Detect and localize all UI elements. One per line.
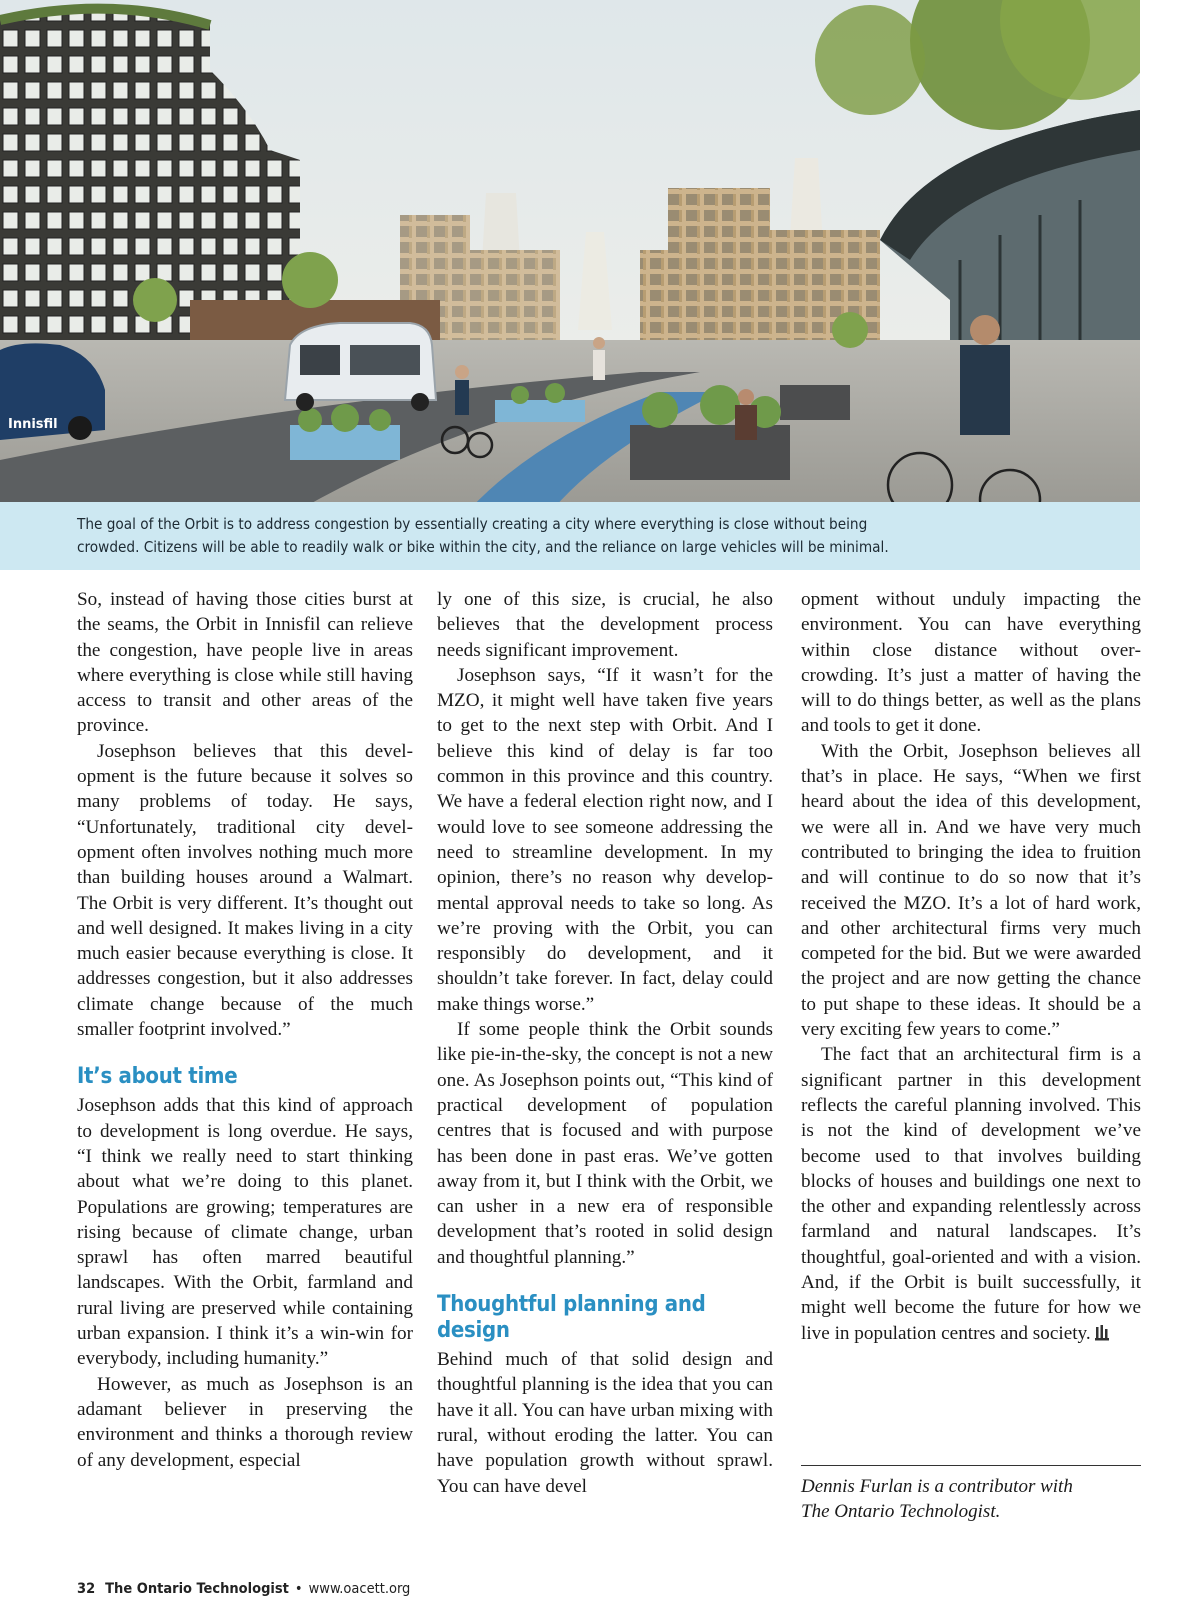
page-number: 32 xyxy=(77,1581,96,1597)
ott-endmark-icon xyxy=(1095,1325,1109,1341)
footer-separator: • xyxy=(294,1581,303,1597)
paragraph: Behind much of that solid design and thoughtful planning is the idea that you can have it all. You can have urban mixing with rural, without eroding the latter. You can have population growth without sprawl. You can have devel xyxy=(437,1349,773,1497)
article-column-1 xyxy=(77,587,413,1473)
innisfil-logo: Innisfil xyxy=(8,417,58,432)
image-caption xyxy=(0,502,1140,570)
paragraph: ly one of this size, is crucial, he also believes that the development process needs significant improvement. xyxy=(437,589,773,661)
paragraph: However, as much as Josephson is an adamant believer in preserving the environment and thinks a thorough review of any development, especial xyxy=(77,1373,413,1471)
paragraph-text: The fact that an architectural firm is a significant partner in this development reflects the careful planning involved. This is not the kind of development we’ve become used to that involves building blocks of houses and buildings one next to the other and expanding relentlessly across farmland and natural landscapes. It’s thoughtful, goal-oriented and with a vision. And, if the Orbit is built successfully, it might well become the future for how we live in population centres and society. xyxy=(801,1044,1141,1344)
author-bio xyxy=(801,1474,1141,1524)
bio-line-1: Dennis Furlan is a contributor with xyxy=(801,1476,1073,1497)
orbit-rendering-image xyxy=(0,0,1140,570)
last-paragraph xyxy=(801,1042,1141,1346)
paragraph: Josephson adds that this kind of approach to development is long overdue. He says, “I think we really need to start thinking about what we’re doing to this planet. Populations are growing; temperatures are rising because of climate change, urban sprawl has often marred beautiful landscapes. With the Orbit, farmland and rural living are preserved while containing urban expansion. I think it’s a win-win for everybody, including humanity.” xyxy=(77,1095,413,1370)
website-link[interactable]: www.oacett.org xyxy=(308,1581,411,1597)
publication-name: The Ontario Technologist xyxy=(105,1581,289,1597)
article-column-2 xyxy=(437,587,773,1499)
section-heading-its-about-time: It’s about time xyxy=(77,1064,238,1090)
caption-line-2: crowded. Citizens will be able to readily walk or bike within the city, and the reliance on large vehicles will be minimal. xyxy=(77,538,889,556)
page-footer xyxy=(77,1581,410,1597)
bio-divider xyxy=(801,1465,1141,1466)
bio-line-2: The Ontario Technologist. xyxy=(801,1501,1001,1522)
paragraph: Josephson believes that this development is the future because it solves so many problems of today. He says, “Unfortunately, traditional city development often involves nothing much more than building houses around a Walmart. The Orbit is very different. It’s thought out and well designed. It makes living in a city much easier because everything is close. It addresses congestion, but it also addresses climate change because of the much smaller footprint involved.” xyxy=(77,740,413,1041)
paragraph: Josephson says, “If it wasn’t for the MZO, it might well have taken five years to get to the next step with Orbit. And I believe this kind of delay is far too common in this province and this country. We have a federal election right now, and I would love to see someone addressing the need to streamline development. In my opinion, there’s no reason why developmental approval needs to take so long. As we’re proving with the Orbit, you can responsibly do development, and it shouldn’t take forever. In fact, delay could make things worse.” xyxy=(437,664,773,1015)
hero-illustration xyxy=(0,0,1140,570)
caption-line-1: The goal of the Orbit is to address congestion by essentially creating a city where everything is close without being xyxy=(77,515,868,533)
paragraph: So, instead of having those cities burst at the seams, the Orbit in Innisfil can relieve the congestion, have people live in areas where everything is close while still having access to transit and other areas of the province. xyxy=(77,589,413,737)
article-column-3 xyxy=(801,587,1141,1346)
paragraph: opment without unduly impacting the environment. You can have everything within close distance without overcrowding. It’s just a matter of having the will to do things better, as well as the plans and tools to get it done. xyxy=(801,589,1141,737)
paragraph: With the Orbit, Josephson believes all that’s in place. He says, “When we first heard about the idea of this development, we were all in. And we have very much contributed to bringing the idea to fruition and will continue to do so now that it’s received the MZO. It’s a lot of hard work, and other architectural firms very much competed for the bid. But we were awarded the project and are now getting the chance to put shape to these ideas. It should be a very exciting few years to come.” xyxy=(801,740,1141,1041)
paragraph: If some people think the Orbit sounds like pie-in-the-sky, the concept is not a new one. As Josephson points out, “This kind of practical development of population centres that is focused and with purpose has been done in past eras. We’ve gotten away from it, but I think with the Orbit, we can usher in a new era of responsible development that’s rooted in solid design and thoughtful planning.” xyxy=(437,1019,773,1268)
section-heading-thoughtful-planning: Thoughtful planning and design xyxy=(437,1292,706,1344)
